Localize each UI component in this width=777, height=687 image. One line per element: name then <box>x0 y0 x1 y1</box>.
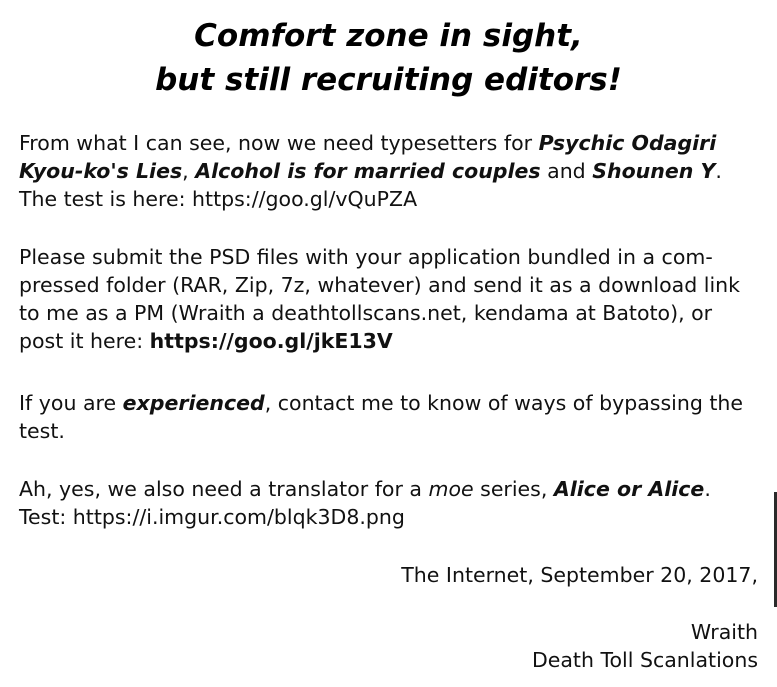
group-name: Death Toll Scanlations <box>531 648 758 672</box>
series-title: Alcohol is for married couples <box>195 159 541 183</box>
emphasis-text: experienced <box>122 391 265 415</box>
text-segment: From what I can see, now we need typesetters for <box>19 131 539 155</box>
text-segment: Please submit the PSD files with your application bundled in a com-pressed folder (RAR, Zip, 7z, whatever) and send it as a download link to me as a PM (Wraith a deathtollscans.net, kendama at Batoto), or post it here: <box>19 245 741 353</box>
submission-paragraph <box>19 243 759 355</box>
text-segment: and <box>540 159 593 183</box>
signature-block <box>532 618 758 674</box>
text-segment: . Test: <box>19 477 711 529</box>
series-title: Shounen Y <box>592 159 716 183</box>
submission-link[interactable]: https://goo.gl/jkE13V <box>149 329 393 353</box>
signer-name: Wraith <box>690 620 758 644</box>
experienced-paragraph <box>19 389 759 445</box>
typesetter-test-link[interactable]: https://goo.gl/vQuPZA <box>192 187 418 211</box>
text-segment: series, <box>473 477 554 501</box>
page-title <box>0 14 777 102</box>
title-line-1: Comfort zone in sight, <box>194 18 583 54</box>
text-segment: . The test is here: <box>19 159 722 211</box>
translator-paragraph <box>19 475 759 531</box>
typesetters-paragraph <box>19 129 759 213</box>
text-segment: If you are <box>19 391 123 415</box>
text-segment: , <box>182 159 196 183</box>
place-date: The Internet, September 20, 2017, <box>401 563 758 587</box>
text-segment: , contact me to know of ways of bypassing the test. <box>19 391 744 443</box>
text-segment: Ah, yes, we also need a translator for a <box>19 477 429 501</box>
series-title: Alice or Alice <box>553 477 705 501</box>
series-title: Psychic Odagiri Kyou-ko's Lies <box>19 131 717 183</box>
title-line-2: but still recruiting editors! <box>155 62 622 98</box>
translator-test-link[interactable]: https://i.imgur.com/blqk3D8.png <box>72 505 405 529</box>
emphasis-text: moe <box>428 477 474 501</box>
